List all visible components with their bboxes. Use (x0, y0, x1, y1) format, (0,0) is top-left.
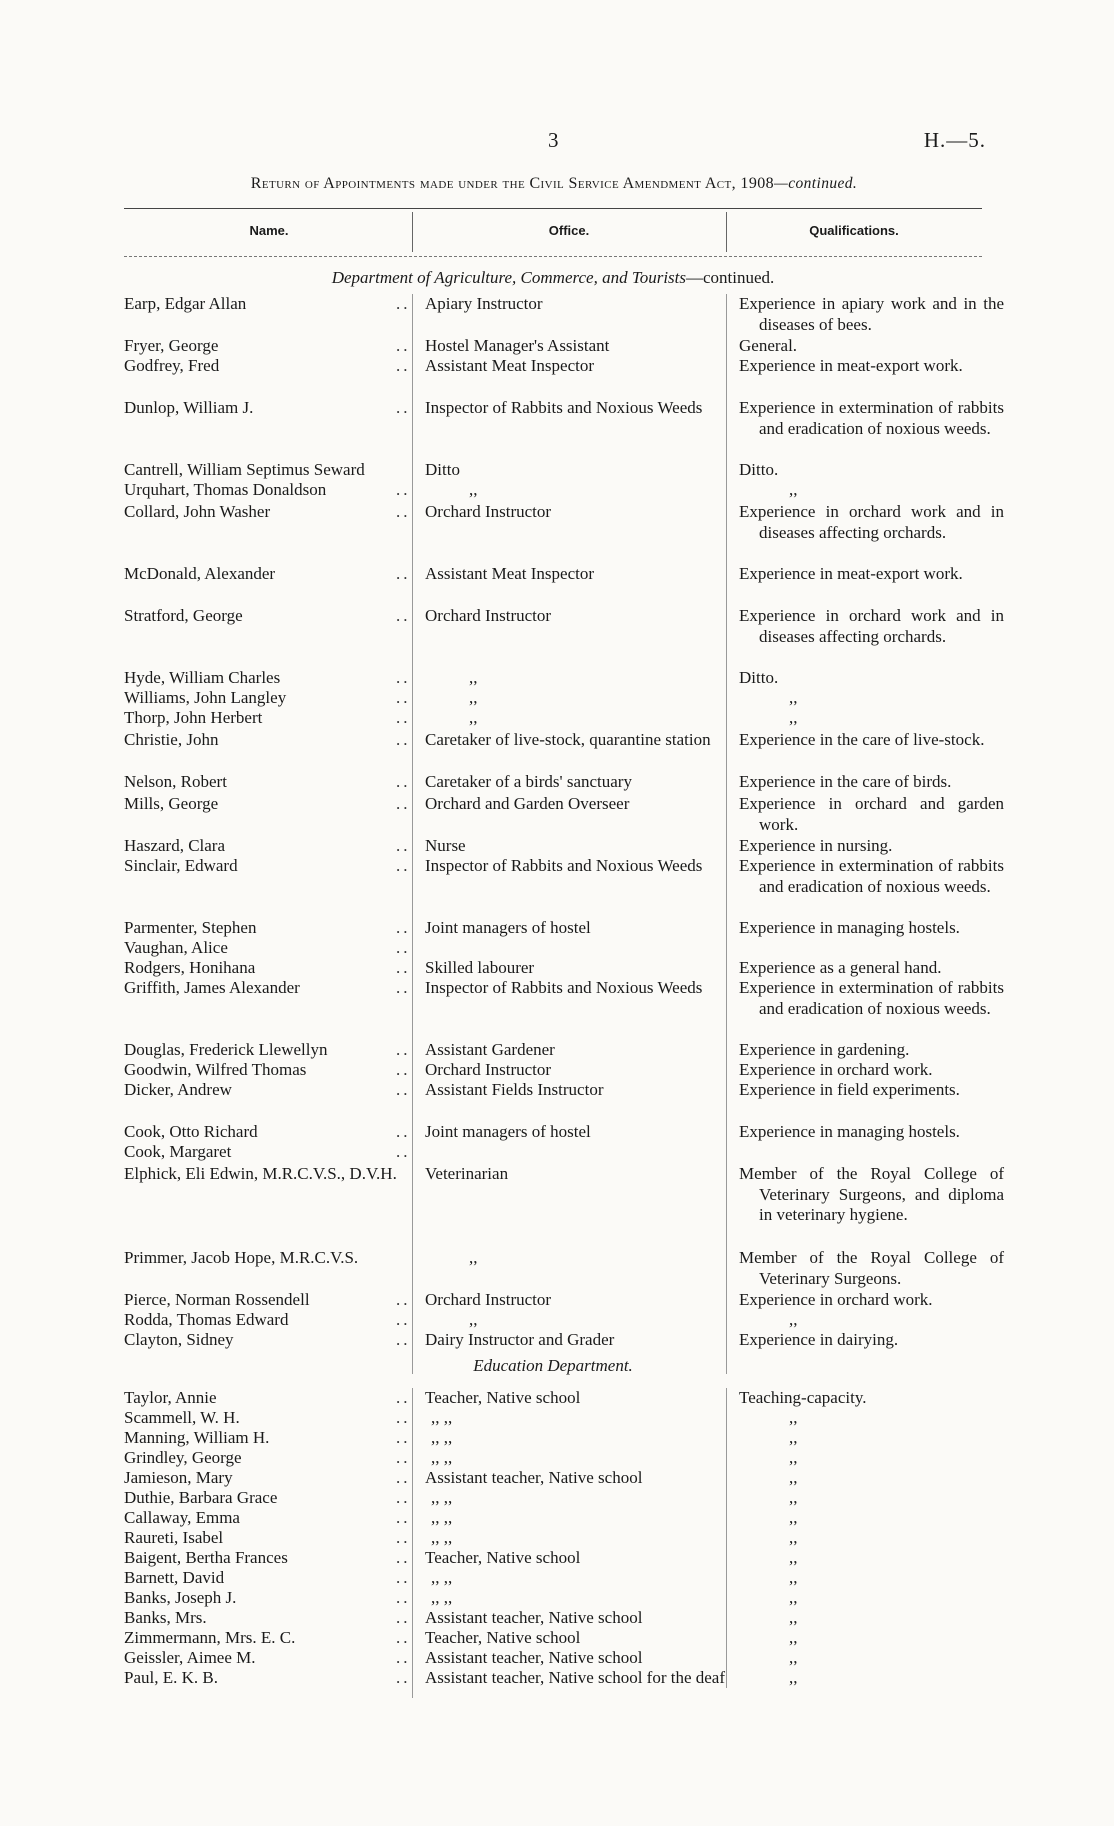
appointee-name: Rodgers, Honihana (124, 958, 256, 977)
name-leader-dots: .. (396, 1588, 411, 1607)
qualification-cell: Teaching-capacity. (739, 1388, 867, 1407)
name-leader-dots: .. (396, 1628, 411, 1647)
name-leader-dots: .. (396, 1330, 411, 1349)
name-leader-dots: .. (396, 856, 411, 875)
qualification-cell: Experience in orchard work. (739, 1060, 933, 1079)
qualification-cell: Ditto. (739, 668, 779, 687)
appointee-name: Cook, Margaret (124, 1142, 232, 1161)
office-cell: Veterinarian (425, 1164, 509, 1183)
qualification-cell: ,, (789, 1508, 798, 1527)
qualification-cell: ,, (789, 480, 798, 499)
office-cell: ,, (469, 1248, 478, 1267)
appointee-name: Jamieson, Mary (124, 1468, 233, 1487)
qualification-cell: General. (739, 336, 798, 355)
name-leader-dots: .. (396, 1142, 411, 1161)
qualification-cell: Experience in managing hostels. (739, 1122, 960, 1141)
appointee-name: Pierce, Norman Rossendell (124, 1290, 310, 1309)
office-cell: Orchard Instructor (425, 502, 552, 521)
office-cell: Ditto (425, 460, 460, 479)
qualification-cell: Experience in orchard and garden work. (739, 794, 1004, 834)
office-cell: Orchard Instructor (425, 1290, 552, 1309)
qualification-cell: Experience in dairying. (739, 1330, 899, 1349)
appointee-name: Urquhart, Thomas Donaldson (124, 480, 327, 499)
appointee-name: Christie, John (124, 730, 219, 749)
name-leader-dots: .. (396, 1468, 411, 1487)
qualification-cell: Member of the Royal College of Veterinary Surgeons. (739, 1248, 1004, 1288)
qualification-cell: ,, (789, 1408, 798, 1427)
qualification-cell: Experience in apiary work and in the diseases of bees. (739, 294, 1004, 334)
section-title: Education Department. (473, 1356, 633, 1375)
section-heading-education (124, 1356, 982, 1376)
name-leader-dots: .. (396, 1568, 411, 1587)
office-cell: Orchard Instructor (425, 606, 552, 625)
name-leader-dots: .. (396, 1040, 411, 1059)
office-cell: Hostel Manager's Assistant (425, 336, 610, 355)
appointee-name: Scammell, W. H. (124, 1408, 240, 1427)
qualification-cell: Experience as a general hand. (739, 958, 942, 977)
office-cell: Assistant teacher, Native school for the deaf (425, 1668, 726, 1687)
office-cell: Dairy Instructor and Grader (425, 1330, 615, 1349)
office-cell: Assistant Gardener (425, 1040, 555, 1059)
appointee-name: Williams, John Langley (124, 688, 287, 707)
appointee-name: Dunlop, William J. (124, 398, 254, 417)
name-leader-dots: .. (396, 1508, 411, 1527)
office-cell: Nurse (425, 836, 466, 855)
office-cell: ,, ,, (431, 1488, 453, 1507)
qualification-cell: Experience in managing hostels. (739, 918, 960, 937)
appointee-name: Grindley, George (124, 1448, 242, 1467)
name-leader-dots: .. (396, 1080, 411, 1099)
office-cell: Assistant teacher, Native school (425, 1608, 643, 1627)
office-cell: ,, ,, (431, 1428, 453, 1447)
qualification-cell: ,, (789, 1568, 798, 1587)
name-leader-dots: .. (396, 1122, 411, 1141)
appointee-name: Banks, Joseph J. (124, 1588, 237, 1607)
office-cell: Joint managers of hostel (425, 1122, 591, 1141)
column-divider-1 (412, 212, 413, 252)
section-heading-agriculture (124, 268, 982, 288)
appointee-name: McDonald, Alexander (124, 564, 276, 583)
appointee-name: Callaway, Emma (124, 1508, 240, 1527)
title-suffix: —continued. (774, 175, 858, 192)
appointee-name: Griffith, James Alexander (124, 978, 300, 997)
appointee-name: Fryer, George (124, 336, 219, 355)
appointee-name: Baigent, Bertha Frances (124, 1548, 288, 1567)
appointee-name: Barnett, David (124, 1568, 225, 1587)
appointee-name: Godfrey, Fred (124, 356, 220, 375)
name-leader-dots: .. (396, 480, 411, 499)
office-cell: ,, (469, 708, 478, 727)
name-leader-dots: .. (396, 1290, 411, 1309)
name-leader-dots: .. (396, 978, 411, 997)
appointee-name: Sinclair, Edward (124, 856, 238, 875)
qualification-cell: Ditto. (739, 460, 779, 479)
appointee-name: Hyde, William Charles (124, 668, 281, 687)
page-code: H.—5. (923, 128, 986, 152)
appointee-name: Stratford, George (124, 606, 243, 625)
appointee-name: Parmenter, Stephen (124, 918, 257, 937)
name-leader-dots: .. (396, 688, 411, 707)
name-leader-dots: .. (396, 1488, 411, 1507)
body-column-divider (412, 294, 413, 1374)
qualification-cell: ,, (789, 1648, 798, 1667)
header-top-rule (124, 208, 982, 209)
document-title (126, 175, 982, 193)
qualification-cell: Experience in meat-export work. (739, 356, 963, 375)
column-header-office: Office. (548, 223, 590, 238)
appointee-name: Manning, William H. (124, 1428, 270, 1447)
office-cell: Skilled labourer (425, 958, 535, 977)
appointee-name: Rodda, Thomas Edward (124, 1310, 289, 1329)
column-header-qualifications: Qualifications. (809, 223, 899, 238)
name-leader-dots: .. (396, 356, 411, 375)
office-cell: ,, ,, (431, 1508, 453, 1527)
name-leader-dots: .. (396, 1408, 411, 1427)
page-number: 3 (548, 128, 559, 152)
name-leader-dots: .. (396, 1060, 411, 1079)
qualification-cell: Experience in meat-export work. (739, 564, 963, 583)
name-leader-dots: .. (396, 294, 411, 313)
appointee-name: Haszard, Clara (124, 836, 226, 855)
name-leader-dots: .. (396, 1310, 411, 1329)
office-cell: Caretaker of live-stock, quarantine station (425, 730, 711, 749)
appointee-name: Cook, Otto Richard (124, 1122, 258, 1141)
column-divider-2 (726, 212, 727, 252)
office-cell: ,, (469, 1310, 478, 1329)
appointee-name: Paul, E. K. B. (124, 1668, 218, 1687)
qualification-cell: Experience in nursing. (739, 836, 893, 855)
office-cell: Assistant teacher, Native school (425, 1648, 643, 1667)
section-title: Department of Agriculture, Commerce, and Tourists (331, 268, 687, 287)
body-column-divider (726, 294, 727, 1374)
name-leader-dots: .. (396, 794, 411, 813)
office-cell: Inspector of Rabbits and Noxious Weeds (425, 978, 703, 997)
appointee-name: Elphick, Eli Edwin, M.R.C.V.S., D.V.H. (124, 1164, 397, 1183)
qualification-cell: ,, (789, 1628, 798, 1647)
office-cell: ,, ,, (431, 1408, 453, 1427)
qualification-cell: ,, (789, 1468, 798, 1487)
appointee-name: Dicker, Andrew (124, 1080, 232, 1099)
name-leader-dots: .. (396, 708, 411, 727)
appointee-name: Primmer, Jacob Hope, M.R.C.V.S. (124, 1248, 359, 1267)
appointee-name: Thorp, John Herbert (124, 708, 263, 727)
office-cell: ,, (469, 480, 478, 499)
office-cell: Orchard Instructor (425, 1060, 552, 1079)
appointee-name: Cantrell, William Septimus Seward (124, 460, 365, 479)
qualification-cell: Experience in extermination of rabbits and eradication of noxious weeds. (739, 978, 1004, 1018)
appointee-name: Duthie, Barbara Grace (124, 1488, 278, 1507)
qualification-cell: Experience in field experiments. (739, 1080, 960, 1099)
appointee-name: Douglas, Frederick Llewellyn (124, 1040, 328, 1059)
name-leader-dots: .. (396, 1448, 411, 1467)
name-leader-dots: .. (396, 1528, 411, 1547)
office-cell: Inspector of Rabbits and Noxious Weeds (425, 398, 703, 417)
appointee-name: Vaughan, Alice (124, 938, 228, 957)
section-suffix: —continued. (686, 268, 775, 287)
qualification-cell: Experience in the care of birds. (739, 772, 952, 791)
name-leader-dots: .. (396, 336, 411, 355)
qualification-cell: ,, (789, 708, 798, 727)
name-leader-dots: .. (396, 606, 411, 625)
appointee-name: Taylor, Annie (124, 1388, 217, 1407)
title-main: Return of Appointments made under the Civil Service Amendment Act, 1908 (250, 175, 775, 192)
qualification-cell: Experience in orchard work and in diseases affecting orchards. (739, 606, 1004, 646)
name-leader-dots: .. (396, 836, 411, 855)
appointee-name: Collard, John Washer (124, 502, 271, 521)
office-cell: Orchard and Garden Overseer (425, 794, 630, 813)
body-column-divider (412, 1388, 413, 1698)
column-header-name: Name. (249, 223, 289, 238)
qualification-cell: ,, (789, 1528, 798, 1547)
office-cell: Apiary Instructor (425, 294, 543, 313)
office-cell: Teacher, Native school (425, 1388, 581, 1407)
qualification-cell: ,, (789, 1488, 798, 1507)
qualification-cell: Experience in gardening. (739, 1040, 910, 1059)
body-column-divider (726, 1388, 727, 1688)
appointee-name: Earp, Edgar Allan (124, 294, 247, 313)
appointee-name: Nelson, Robert (124, 772, 227, 791)
office-cell: ,, (469, 688, 478, 707)
office-cell: Teacher, Native school (425, 1548, 581, 1567)
qualification-cell: Experience in orchard work. (739, 1290, 933, 1309)
appointee-name: Geissler, Aimee M. (124, 1648, 256, 1667)
name-leader-dots: .. (396, 1648, 411, 1667)
name-leader-dots: .. (396, 1388, 411, 1407)
office-cell: Inspector of Rabbits and Noxious Weeds (425, 856, 703, 875)
header-bottom-rule (124, 256, 982, 257)
appointee-name: Raureti, Isabel (124, 1528, 224, 1547)
appointee-name: Mills, George (124, 794, 219, 813)
office-cell: Joint managers of hostel (425, 918, 591, 937)
qualification-cell: ,, (789, 688, 798, 707)
qualification-cell: Experience in extermination of rabbits and eradication of noxious weeds. (739, 856, 1004, 896)
qualification-cell: ,, (789, 1588, 798, 1607)
qualification-cell: Experience in extermination of rabbits and eradication of noxious weeds. (739, 398, 1004, 438)
name-leader-dots: .. (396, 772, 411, 791)
office-cell: Teacher, Native school (425, 1628, 581, 1647)
name-leader-dots: .. (396, 730, 411, 749)
office-cell: ,, ,, (431, 1588, 453, 1607)
office-cell: Assistant teacher, Native school (425, 1468, 643, 1487)
qualification-cell: ,, (789, 1548, 798, 1567)
qualification-cell: ,, (789, 1608, 798, 1627)
name-leader-dots: .. (396, 502, 411, 521)
appointee-name: Banks, Mrs. (124, 1608, 207, 1627)
office-cell: ,, ,, (431, 1568, 453, 1587)
name-leader-dots: .. (396, 938, 411, 957)
qualification-cell: ,, (789, 1668, 798, 1687)
name-leader-dots: .. (396, 564, 411, 583)
qualification-cell: Experience in the care of live-stock. (739, 730, 985, 749)
office-cell: Assistant Meat Inspector (425, 564, 595, 583)
qualification-cell: ,, (789, 1310, 798, 1329)
appointee-name: Zimmermann, Mrs. E. C. (124, 1628, 296, 1647)
office-cell: ,, ,, (431, 1528, 453, 1547)
qualification-cell: Member of the Royal College of Veterinary Surgeons, and diploma in veterinary hygiene. (739, 1164, 1004, 1224)
name-leader-dots: .. (396, 1428, 411, 1447)
office-cell: Assistant Meat Inspector (425, 356, 595, 375)
name-leader-dots: .. (396, 1668, 411, 1687)
name-leader-dots: .. (396, 1608, 411, 1627)
qualification-cell: ,, (789, 1428, 798, 1447)
office-cell: ,, (469, 668, 478, 687)
office-cell: Assistant Fields Instructor (425, 1080, 604, 1099)
name-leader-dots: .. (396, 1548, 411, 1567)
name-leader-dots: .. (396, 958, 411, 977)
name-leader-dots: .. (396, 918, 411, 937)
appointee-name: Clayton, Sidney (124, 1330, 234, 1349)
office-cell: Caretaker of a birds' sanctuary (425, 772, 632, 791)
qualification-cell: ,, (789, 1448, 798, 1467)
office-cell: ,, ,, (431, 1448, 453, 1467)
appointee-name: Goodwin, Wilfred Thomas (124, 1060, 307, 1079)
name-leader-dots: .. (396, 398, 411, 417)
name-leader-dots: .. (396, 668, 411, 687)
qualification-cell: Experience in orchard work and in diseases affecting orchards. (739, 502, 1004, 542)
